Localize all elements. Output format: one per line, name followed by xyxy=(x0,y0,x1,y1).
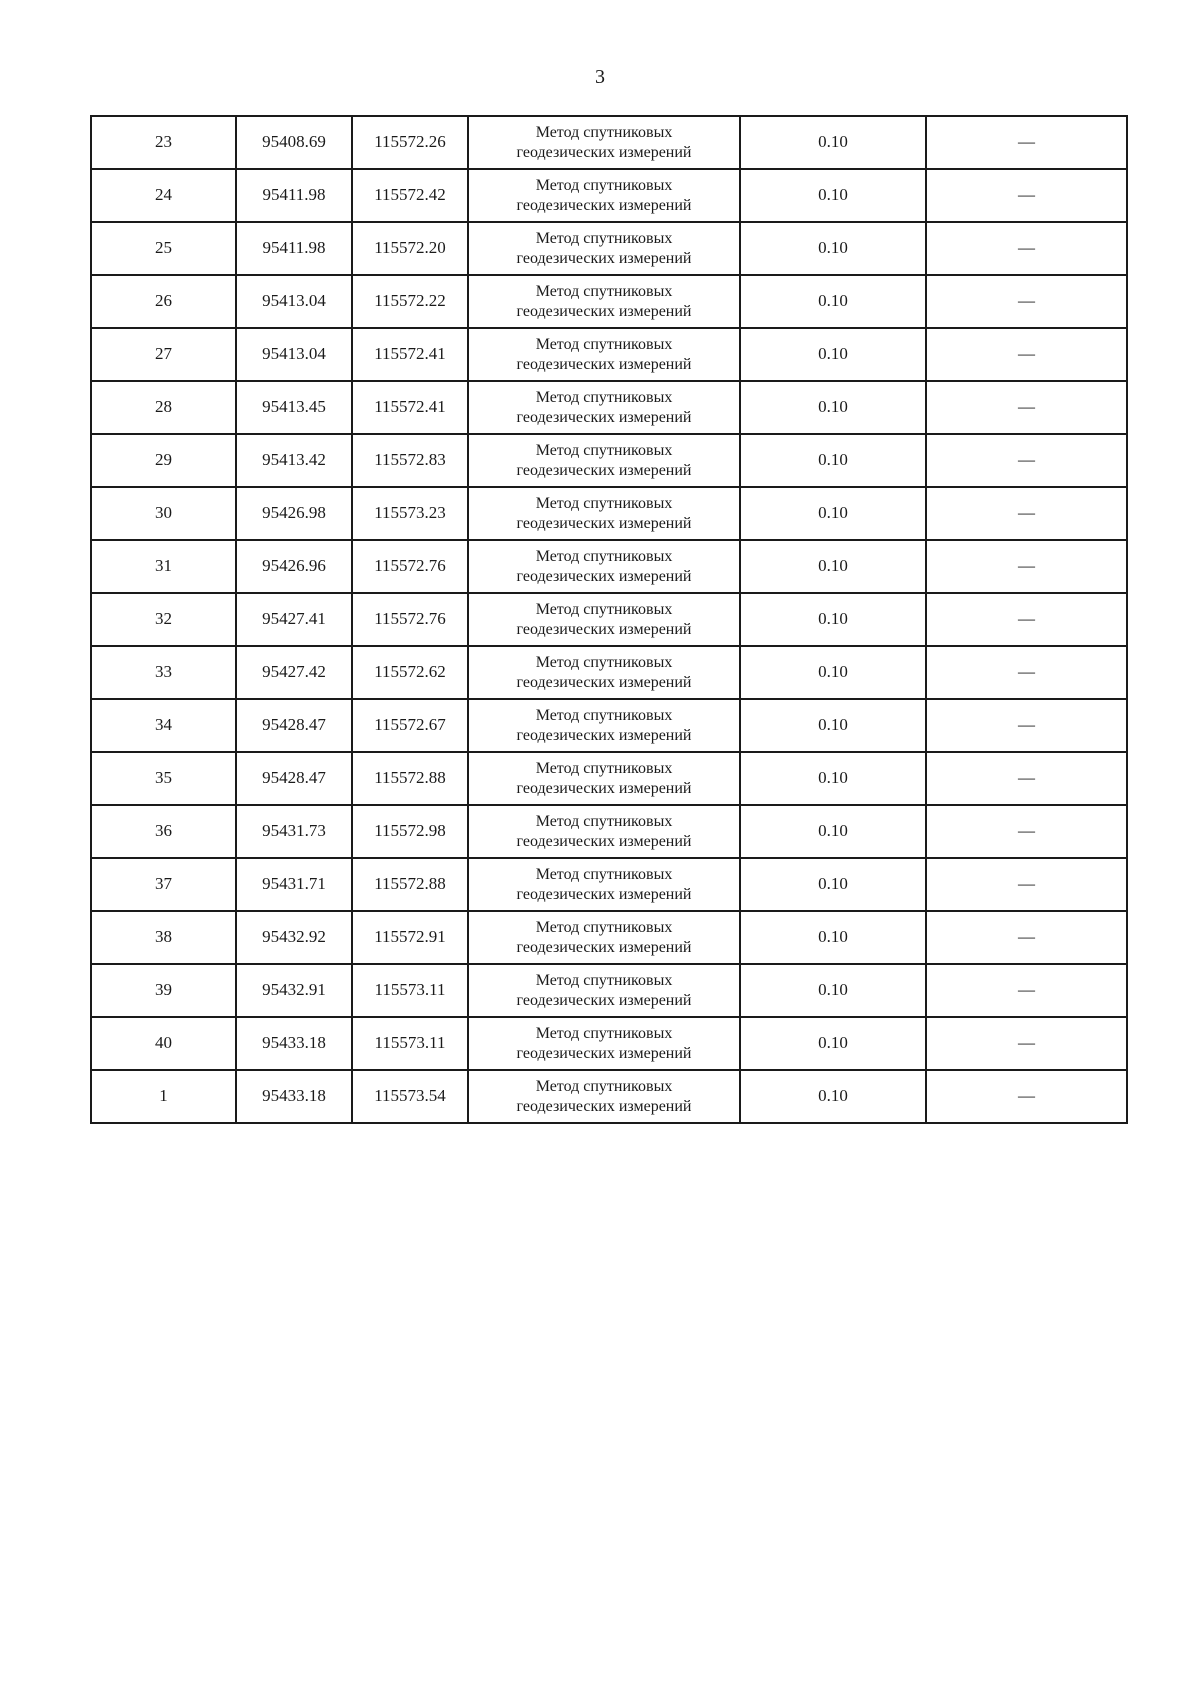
y-coordinate-cell: 115572.41 xyxy=(352,381,468,434)
y-coordinate-cell: 115572.98 xyxy=(352,805,468,858)
method-line-2: геодезических измерений xyxy=(516,355,692,373)
method-line-2: геодезических измерений xyxy=(516,991,692,1009)
point-number-cell: 30 xyxy=(91,487,236,540)
point-number-cell: 35 xyxy=(91,752,236,805)
table-row xyxy=(91,805,1127,858)
accuracy-cell: 0.10 xyxy=(740,328,926,381)
point-number-cell: 40 xyxy=(91,1017,236,1070)
x-coordinate-cell: 95432.92 xyxy=(236,911,352,964)
point-number-cell: 1 xyxy=(91,1070,236,1123)
point-number-cell: 32 xyxy=(91,593,236,646)
table-row xyxy=(91,328,1127,381)
x-coordinate-cell: 95413.04 xyxy=(236,275,352,328)
point-number-cell: 37 xyxy=(91,858,236,911)
method-line-2: геодезических измерений xyxy=(516,196,692,214)
point-number-cell: 23 xyxy=(91,116,236,169)
note-cell: — xyxy=(926,593,1127,646)
accuracy-cell: 0.10 xyxy=(740,116,926,169)
method-line-1: Метод спутниковых xyxy=(535,865,673,883)
accuracy-cell: 0.10 xyxy=(740,699,926,752)
note-cell: — xyxy=(926,328,1127,381)
x-coordinate-cell: 95413.04 xyxy=(236,328,352,381)
table-row xyxy=(91,964,1127,1017)
y-coordinate-cell: 115573.54 xyxy=(352,1070,468,1123)
y-coordinate-cell: 115572.22 xyxy=(352,275,468,328)
y-coordinate-cell: 115573.11 xyxy=(352,1017,468,1070)
method-line-1: Метод спутниковых xyxy=(535,1024,673,1042)
note-cell: — xyxy=(926,487,1127,540)
x-coordinate-cell: 95433.18 xyxy=(236,1017,352,1070)
y-coordinate-cell: 115572.76 xyxy=(352,593,468,646)
method-line-2: геодезических измерений xyxy=(516,726,692,744)
note-cell: — xyxy=(926,805,1127,858)
note-cell: — xyxy=(926,964,1127,1017)
table-row xyxy=(91,222,1127,275)
note-cell: — xyxy=(926,222,1127,275)
method-cell xyxy=(468,434,740,487)
table-row xyxy=(91,381,1127,434)
note-cell: — xyxy=(926,752,1127,805)
method-cell xyxy=(468,752,740,805)
note-cell: — xyxy=(926,540,1127,593)
method-cell xyxy=(468,1017,740,1070)
method-line-2: геодезических измерений xyxy=(516,779,692,797)
point-number-cell: 39 xyxy=(91,964,236,1017)
accuracy-cell: 0.10 xyxy=(740,646,926,699)
y-coordinate-cell: 115572.76 xyxy=(352,540,468,593)
method-cell xyxy=(468,222,740,275)
method-cell xyxy=(468,328,740,381)
method-line-1: Метод спутниковых xyxy=(535,123,673,141)
note-cell: — xyxy=(926,646,1127,699)
y-coordinate-cell: 115572.88 xyxy=(352,858,468,911)
method-line-1: Метод спутниковых xyxy=(535,812,673,830)
method-line-1: Метод спутниковых xyxy=(535,706,673,724)
x-coordinate-cell: 95431.71 xyxy=(236,858,352,911)
method-line-1: Метод спутниковых xyxy=(535,494,673,512)
point-number-cell: 26 xyxy=(91,275,236,328)
method-cell xyxy=(468,646,740,699)
accuracy-cell: 0.10 xyxy=(740,275,926,328)
method-cell xyxy=(468,540,740,593)
y-coordinate-cell: 115572.20 xyxy=(352,222,468,275)
y-coordinate-cell: 115572.67 xyxy=(352,699,468,752)
method-line-2: геодезических измерений xyxy=(516,408,692,426)
note-cell: — xyxy=(926,1070,1127,1123)
accuracy-cell: 0.10 xyxy=(740,1070,926,1123)
table-row xyxy=(91,540,1127,593)
x-coordinate-cell: 95431.73 xyxy=(236,805,352,858)
method-cell xyxy=(468,699,740,752)
note-cell: — xyxy=(926,381,1127,434)
accuracy-cell: 0.10 xyxy=(740,593,926,646)
method-line-2: геодезических измерений xyxy=(516,514,692,532)
x-coordinate-cell: 95427.42 xyxy=(236,646,352,699)
accuracy-cell: 0.10 xyxy=(740,540,926,593)
method-line-2: геодезических измерений xyxy=(516,1044,692,1062)
table-row xyxy=(91,434,1127,487)
accuracy-cell: 0.10 xyxy=(740,911,926,964)
method-cell xyxy=(468,275,740,328)
method-cell xyxy=(468,911,740,964)
coordinates-table xyxy=(90,115,1128,1124)
table-row xyxy=(91,1070,1127,1123)
method-line-2: геодезических измерений xyxy=(516,143,692,161)
method-line-2: геодезических измерений xyxy=(516,620,692,638)
point-number-cell: 27 xyxy=(91,328,236,381)
page-number: 3 xyxy=(595,66,605,88)
x-coordinate-cell: 95433.18 xyxy=(236,1070,352,1123)
method-line-1: Метод спутниковых xyxy=(535,335,673,353)
note-cell: — xyxy=(926,911,1127,964)
point-number-cell: 33 xyxy=(91,646,236,699)
x-coordinate-cell: 95413.42 xyxy=(236,434,352,487)
point-number-cell: 36 xyxy=(91,805,236,858)
method-cell xyxy=(468,381,740,434)
table-row xyxy=(91,116,1127,169)
table-row xyxy=(91,169,1127,222)
note-cell: — xyxy=(926,116,1127,169)
table-row xyxy=(91,487,1127,540)
point-number-cell: 29 xyxy=(91,434,236,487)
method-line-1: Метод спутниковых xyxy=(535,441,673,459)
table-row xyxy=(91,858,1127,911)
note-cell: — xyxy=(926,699,1127,752)
y-coordinate-cell: 115572.83 xyxy=(352,434,468,487)
point-number-cell: 38 xyxy=(91,911,236,964)
method-cell xyxy=(468,858,740,911)
method-line-2: геодезических измерений xyxy=(516,673,692,691)
x-coordinate-cell: 95413.45 xyxy=(236,381,352,434)
table-row xyxy=(91,593,1127,646)
accuracy-cell: 0.10 xyxy=(740,1017,926,1070)
method-line-2: геодезических измерений xyxy=(516,885,692,903)
method-line-1: Метод спутниковых xyxy=(535,176,673,194)
point-number-cell: 25 xyxy=(91,222,236,275)
note-cell: — xyxy=(926,169,1127,222)
method-cell xyxy=(468,964,740,1017)
method-cell xyxy=(468,169,740,222)
method-line-1: Метод спутниковых xyxy=(535,918,673,936)
table-row xyxy=(91,275,1127,328)
method-cell xyxy=(468,487,740,540)
note-cell: — xyxy=(926,858,1127,911)
method-line-1: Метод спутниковых xyxy=(535,1077,673,1095)
y-coordinate-cell: 115572.41 xyxy=(352,328,468,381)
method-line-2: геодезических измерений xyxy=(516,1097,692,1115)
method-cell xyxy=(468,116,740,169)
x-coordinate-cell: 95426.96 xyxy=(236,540,352,593)
method-line-2: геодезических измерений xyxy=(516,832,692,850)
method-line-1: Метод спутниковых xyxy=(535,600,673,618)
method-line-1: Метод спутниковых xyxy=(535,971,673,989)
y-coordinate-cell: 115572.26 xyxy=(352,116,468,169)
method-cell xyxy=(468,1070,740,1123)
accuracy-cell: 0.10 xyxy=(740,169,926,222)
x-coordinate-cell: 95411.98 xyxy=(236,169,352,222)
point-number-cell: 34 xyxy=(91,699,236,752)
y-coordinate-cell: 115572.42 xyxy=(352,169,468,222)
method-line-1: Метод спутниковых xyxy=(535,229,673,247)
table-body xyxy=(91,116,1127,1123)
method-line-2: геодезических измерений xyxy=(516,461,692,479)
point-number-cell: 28 xyxy=(91,381,236,434)
method-line-2: геодезических измерений xyxy=(516,249,692,267)
x-coordinate-cell: 95432.91 xyxy=(236,964,352,1017)
method-line-1: Метод спутниковых xyxy=(535,759,673,777)
point-number-cell: 31 xyxy=(91,540,236,593)
method-line-1: Метод спутниковых xyxy=(535,282,673,300)
table-row xyxy=(91,752,1127,805)
note-cell: — xyxy=(926,1017,1127,1070)
x-coordinate-cell: 95426.98 xyxy=(236,487,352,540)
accuracy-cell: 0.10 xyxy=(740,964,926,1017)
accuracy-cell: 0.10 xyxy=(740,487,926,540)
table-row xyxy=(91,911,1127,964)
y-coordinate-cell: 115573.11 xyxy=(352,964,468,1017)
method-line-1: Метод спутниковых xyxy=(535,547,673,565)
accuracy-cell: 0.10 xyxy=(740,752,926,805)
x-coordinate-cell: 95408.69 xyxy=(236,116,352,169)
note-cell: — xyxy=(926,434,1127,487)
method-line-2: геодезических измерений xyxy=(516,302,692,320)
accuracy-cell: 0.10 xyxy=(740,434,926,487)
method-cell xyxy=(468,593,740,646)
table-row xyxy=(91,1017,1127,1070)
x-coordinate-cell: 95427.41 xyxy=(236,593,352,646)
method-line-1: Метод спутниковых xyxy=(535,388,673,406)
accuracy-cell: 0.10 xyxy=(740,805,926,858)
accuracy-cell: 0.10 xyxy=(740,381,926,434)
accuracy-cell: 0.10 xyxy=(740,858,926,911)
accuracy-cell: 0.10 xyxy=(740,222,926,275)
method-cell xyxy=(468,805,740,858)
y-coordinate-cell: 115573.23 xyxy=(352,487,468,540)
y-coordinate-cell: 115572.88 xyxy=(352,752,468,805)
note-cell: — xyxy=(926,275,1127,328)
x-coordinate-cell: 95411.98 xyxy=(236,222,352,275)
point-number-cell: 24 xyxy=(91,169,236,222)
method-line-1: Метод спутниковых xyxy=(535,653,673,671)
y-coordinate-cell: 115572.62 xyxy=(352,646,468,699)
table-row xyxy=(91,646,1127,699)
table-row xyxy=(91,699,1127,752)
method-line-2: геодезических измерений xyxy=(516,938,692,956)
x-coordinate-cell: 95428.47 xyxy=(236,752,352,805)
y-coordinate-cell: 115572.91 xyxy=(352,911,468,964)
x-coordinate-cell: 95428.47 xyxy=(236,699,352,752)
method-line-2: геодезических измерений xyxy=(516,567,692,585)
